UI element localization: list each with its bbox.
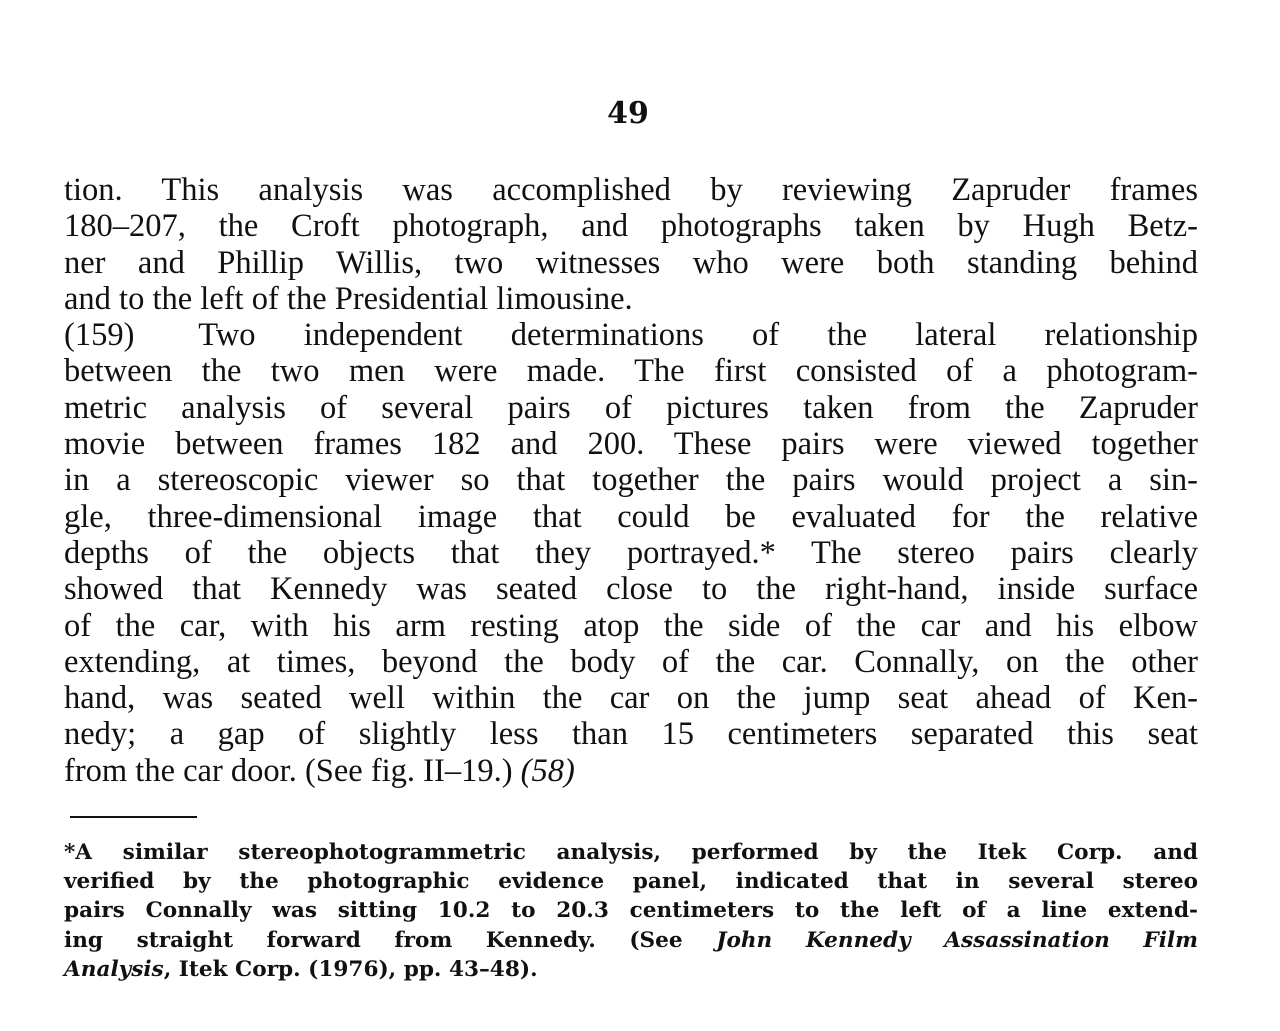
paragraph-159-first-line xyxy=(64,317,1198,353)
text-line: extending, at times, beyond the body of the car. Connally, on the other xyxy=(64,643,1198,680)
footnote-divider xyxy=(70,816,197,818)
cited-title: John Kennedy Assassination Film xyxy=(716,927,1198,953)
text-line: between the two men were made. The first consisted of a photogram- xyxy=(64,353,1198,390)
text-line: ner and Phillip Willis, two witnesses who were both standing behind xyxy=(64,244,1198,281)
text-fragment: from the car door. (See fig. II–19.) xyxy=(64,752,513,789)
footnote-line: *A similar stereophotogrammetric analysis, performed by the Itek Corp. and xyxy=(64,840,1198,865)
footnote xyxy=(64,838,1198,984)
text-line: tion. This analysis was accomplished by reviewing Zapruder frames xyxy=(64,172,1198,208)
body-text xyxy=(64,172,1198,789)
text-line: in a stereoscopic viewer so that together the pairs would project a sin- xyxy=(64,462,1198,499)
text-fragment: , Itek Corp. (1976), pp. 43–48). xyxy=(163,956,538,982)
page-number: 49 xyxy=(607,96,649,131)
footnote-line-5 xyxy=(64,955,1198,984)
text-line: gle, three-dimensional image that could be evaluated for the relative xyxy=(64,498,1198,535)
text-line: movie between frames 182 and 200. These pairs were viewed together xyxy=(64,426,1198,463)
text-fragment: ing straight forward from Kennedy. (See xyxy=(64,927,717,953)
text-line: 180–207, the Croft photograph, and photographs taken by Hugh Betz- xyxy=(64,208,1198,245)
footnote-line: pairs Connally was sitting 10.2 to 20.3 centimeters to the left of a line extend- xyxy=(64,898,1198,924)
text-fragment: Two independent determinations of the lateral relationship xyxy=(198,317,1198,354)
text-line: depths of the objects that they portrayed.* The stereo pairs clearly xyxy=(64,534,1198,571)
citation-reference: (58) xyxy=(520,752,575,789)
text-line: showed that Kennedy was seated close to the right-hand, inside surface xyxy=(64,571,1198,608)
footnote-line-4 xyxy=(64,926,1198,955)
paragraph-159-last-line xyxy=(64,753,1198,789)
text-line: nedy; a gap of slightly less than 15 centimeters separated this seat xyxy=(64,716,1198,753)
text-line: and to the left of the Presidential limousine. xyxy=(64,280,633,317)
text-line: hand, was seated well within the car on the jump seat ahead of Ken- xyxy=(64,680,1198,717)
text-line: of the car, with his arm resting atop the side of the car and his elbow xyxy=(64,607,1198,644)
text-line: metric analysis of several pairs of pictures taken from the Zapruder xyxy=(64,389,1198,426)
cited-title-end: Analysis xyxy=(64,956,164,982)
paragraph-number: (159) xyxy=(64,317,135,354)
footnote-line: verified by the photographic evidence panel, indicated that in several stereo xyxy=(64,869,1198,895)
